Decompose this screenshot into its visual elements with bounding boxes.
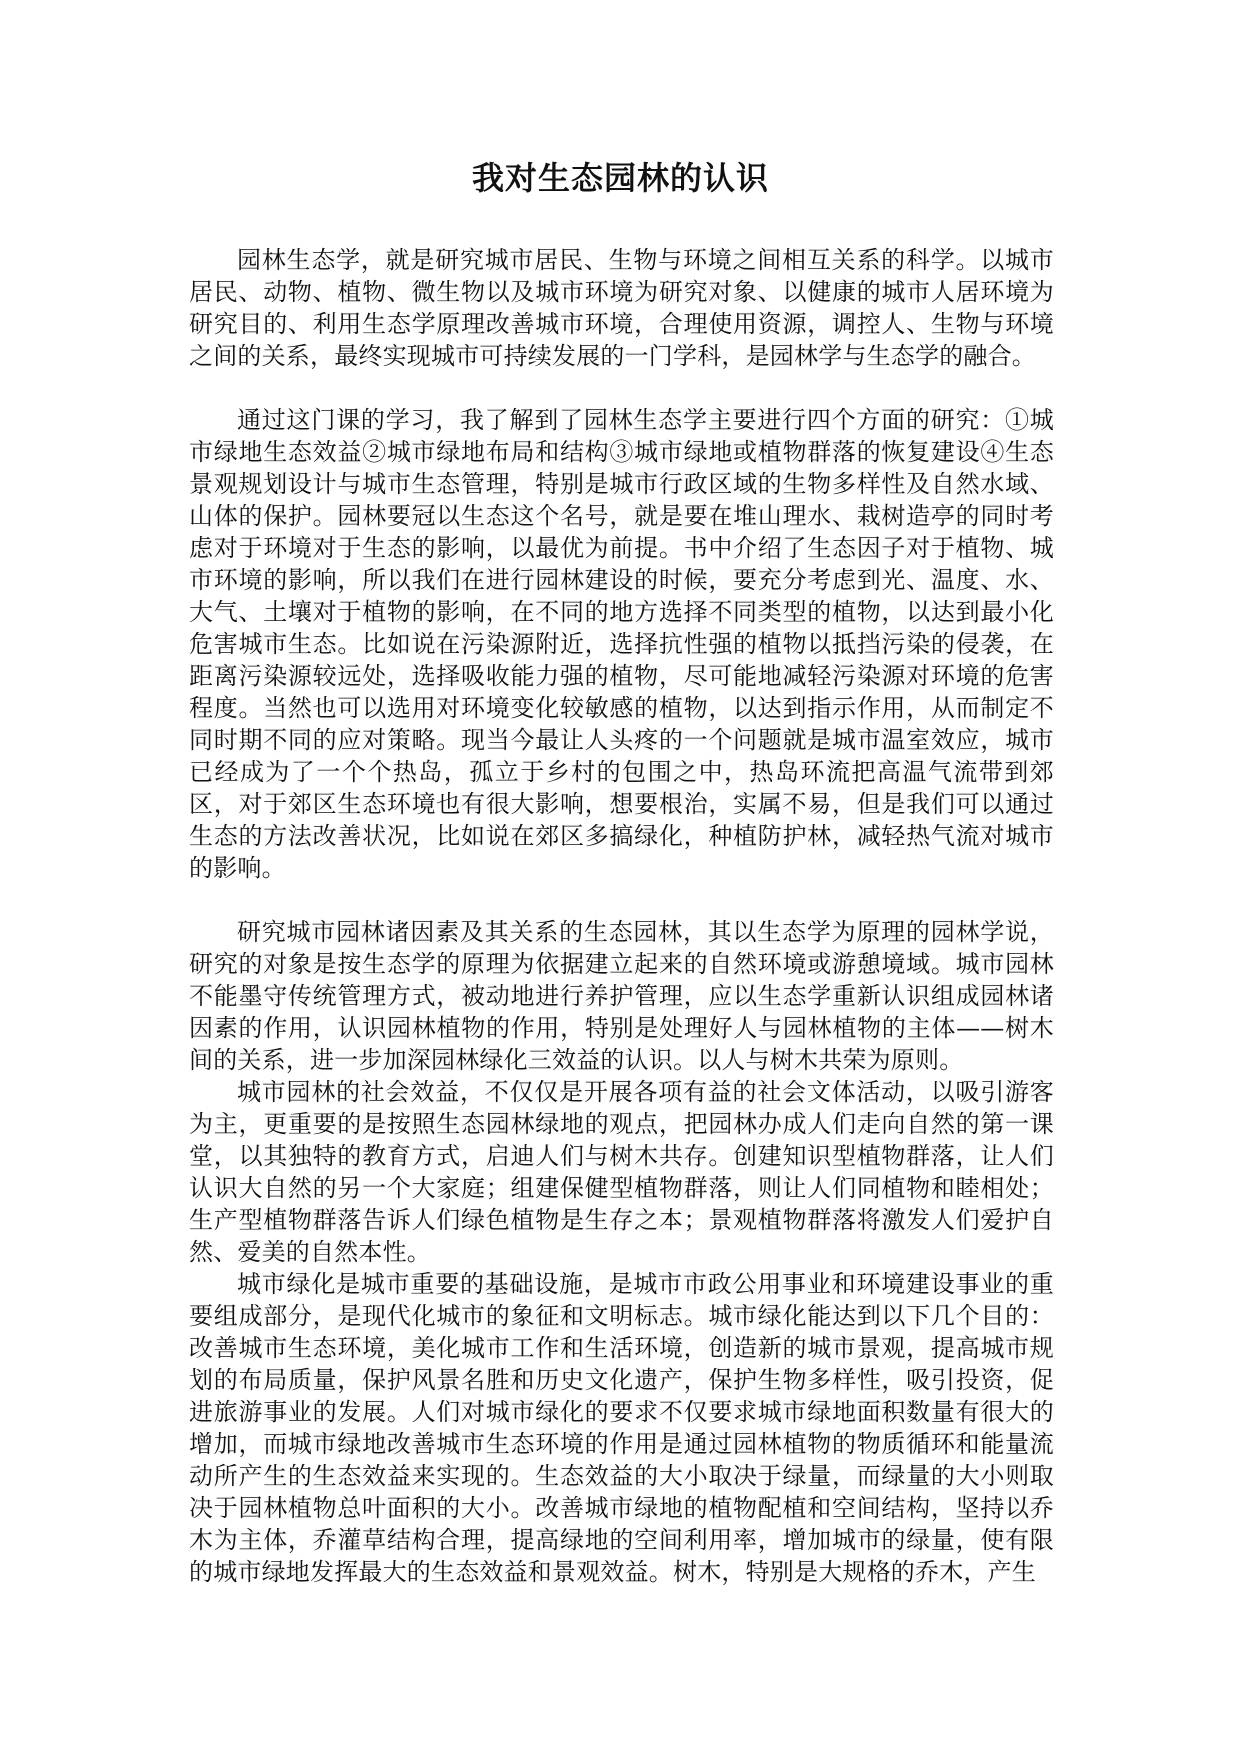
paragraph-gap: [189, 884, 1054, 916]
document-title: 我对生态园林的认识: [471, 159, 769, 197]
document-body: [189, 244, 1054, 1588]
paragraph-course-study: 通过这门课的学习，我了解到了园林生态学主要进行四个方面的研究：①城市绿地生态效益②城市绿地布局和结构③城市绿地或植物群落的恢复建设④生态景观规划设计与城市生态管理，特别是城市行政区域的生物多样性及自然水域、山体的保护。园林要冠以生态这个名号，就是要在堆山理水、栽树造亭的同时考虑对于环境对于生态的影响，以最优为前提。书中介绍了生态因子对于植物、城市环境的影响，所以我们在进行园林建设的时候，要充分考虑到光、温度、水、大气、土壤对于植物的影响，在不同的地方选择不同类型的植物，以达到最小化危害城市生态。比如说在污染源附近，选择抗性强的植物以抵挡污染的侵袭，在距离污染源较远处，选择吸收能力强的植物，尽可能地减轻污染源对环境的危害程度。当然也可以选用对环境变化较敏感的植物，以达到指示作用，从而制定不同时期不同的应对策略。现当今最让人头疼的一个问题就是城市温室效应，城市已经成为了一个个热岛，孤立于乡村的包围之中，热岛环流把高温气流带到郊区，对于郊区生态环境也有很大影响，想要根治，实属不易，但是我们可以通过生态的方法改善状况，比如说在郊区多搞绿化，种植防护林，减轻热气流对城市的影响。: [189, 406, 1054, 882]
paragraph-urban-greening: 城市绿化是城市重要的基础设施，是城市市政公用事业和环境建设事业的重要组成部分，是现代化城市的象征和文明标志。城市绿化能达到以下几个目的：改善城市生态环境，美化城市工作和生活环境，创造新的城市景观，提高城市规划的布局质量，保护风景名胜和历史文化遗产，保护生物多样性，吸引投资，促进旅游事业的发展。人们对城市绿化的要求不仅要求城市绿地面积数量有很大的增加，而城市绿地改善城市生态环境的作用是通过园林植物的物质循环和能量流动所产生的生态效益来实现的。生态效益的大小取决于绿量，而绿量的大小则取决于园林植物总叶面积的大小。改善城市绿地的植物配植和空间结构，坚持以乔木为主体，乔灌草结构合理，提高绿地的空间利用率，增加城市的绿量，使有限的城市绿地发挥最大的生态效益和景观效益。树木，特别是大规格的乔木，产生: [189, 1270, 1054, 1586]
paragraph-ecological-garden: 研究城市园林诸因素及其关系的生态园林，其以生态学为原理的园林学说，研究的对象是按生态学的原理为依据建立起来的自然环境或游憩境域。城市园林不能墨守传统管理方式，被动地进行养护管理，应以生态学重新认识组成园林诸因素的作用，认识园林植物的作用，特别是处理好人与园林植物的主体——树木间的关系，进一步加深园林绿化三效益的认识。以人与树木共荣为原则。: [189, 918, 1054, 1074]
paragraph-definition: 园林生态学，就是研究城市居民、生物与环境之间相互关系的科学。以城市居民、动物、植物、微生物以及城市环境为研究对象、以健康的城市人居环境为研究目的、利用生态学原理改善城市环境，合理使用资源，调控人、生物与环境之间的关系，最终实现城市可持续发展的一门学科，是园林学与生态学的融合。: [189, 246, 1054, 370]
paragraph-gap: [189, 372, 1054, 404]
paragraph-social-benefit: 城市园林的社会效益，不仅仅是开展各项有益的社会文体活动，以吸引游客为主，更重要的是按照生态园林绿地的观点，把园林办成人们走向自然的第一课堂，以其独特的教育方式，启迪人们与树木共存。创建知识型植物群落，让人们认识大自然的另一个大家庭；组建保健型植物群落，则让人们同植物和睦相处；生产型植物群落告诉人们绿色植物是生存之本；景观植物群落将激发人们爱护自然、爱美的自然本性。: [189, 1078, 1054, 1266]
